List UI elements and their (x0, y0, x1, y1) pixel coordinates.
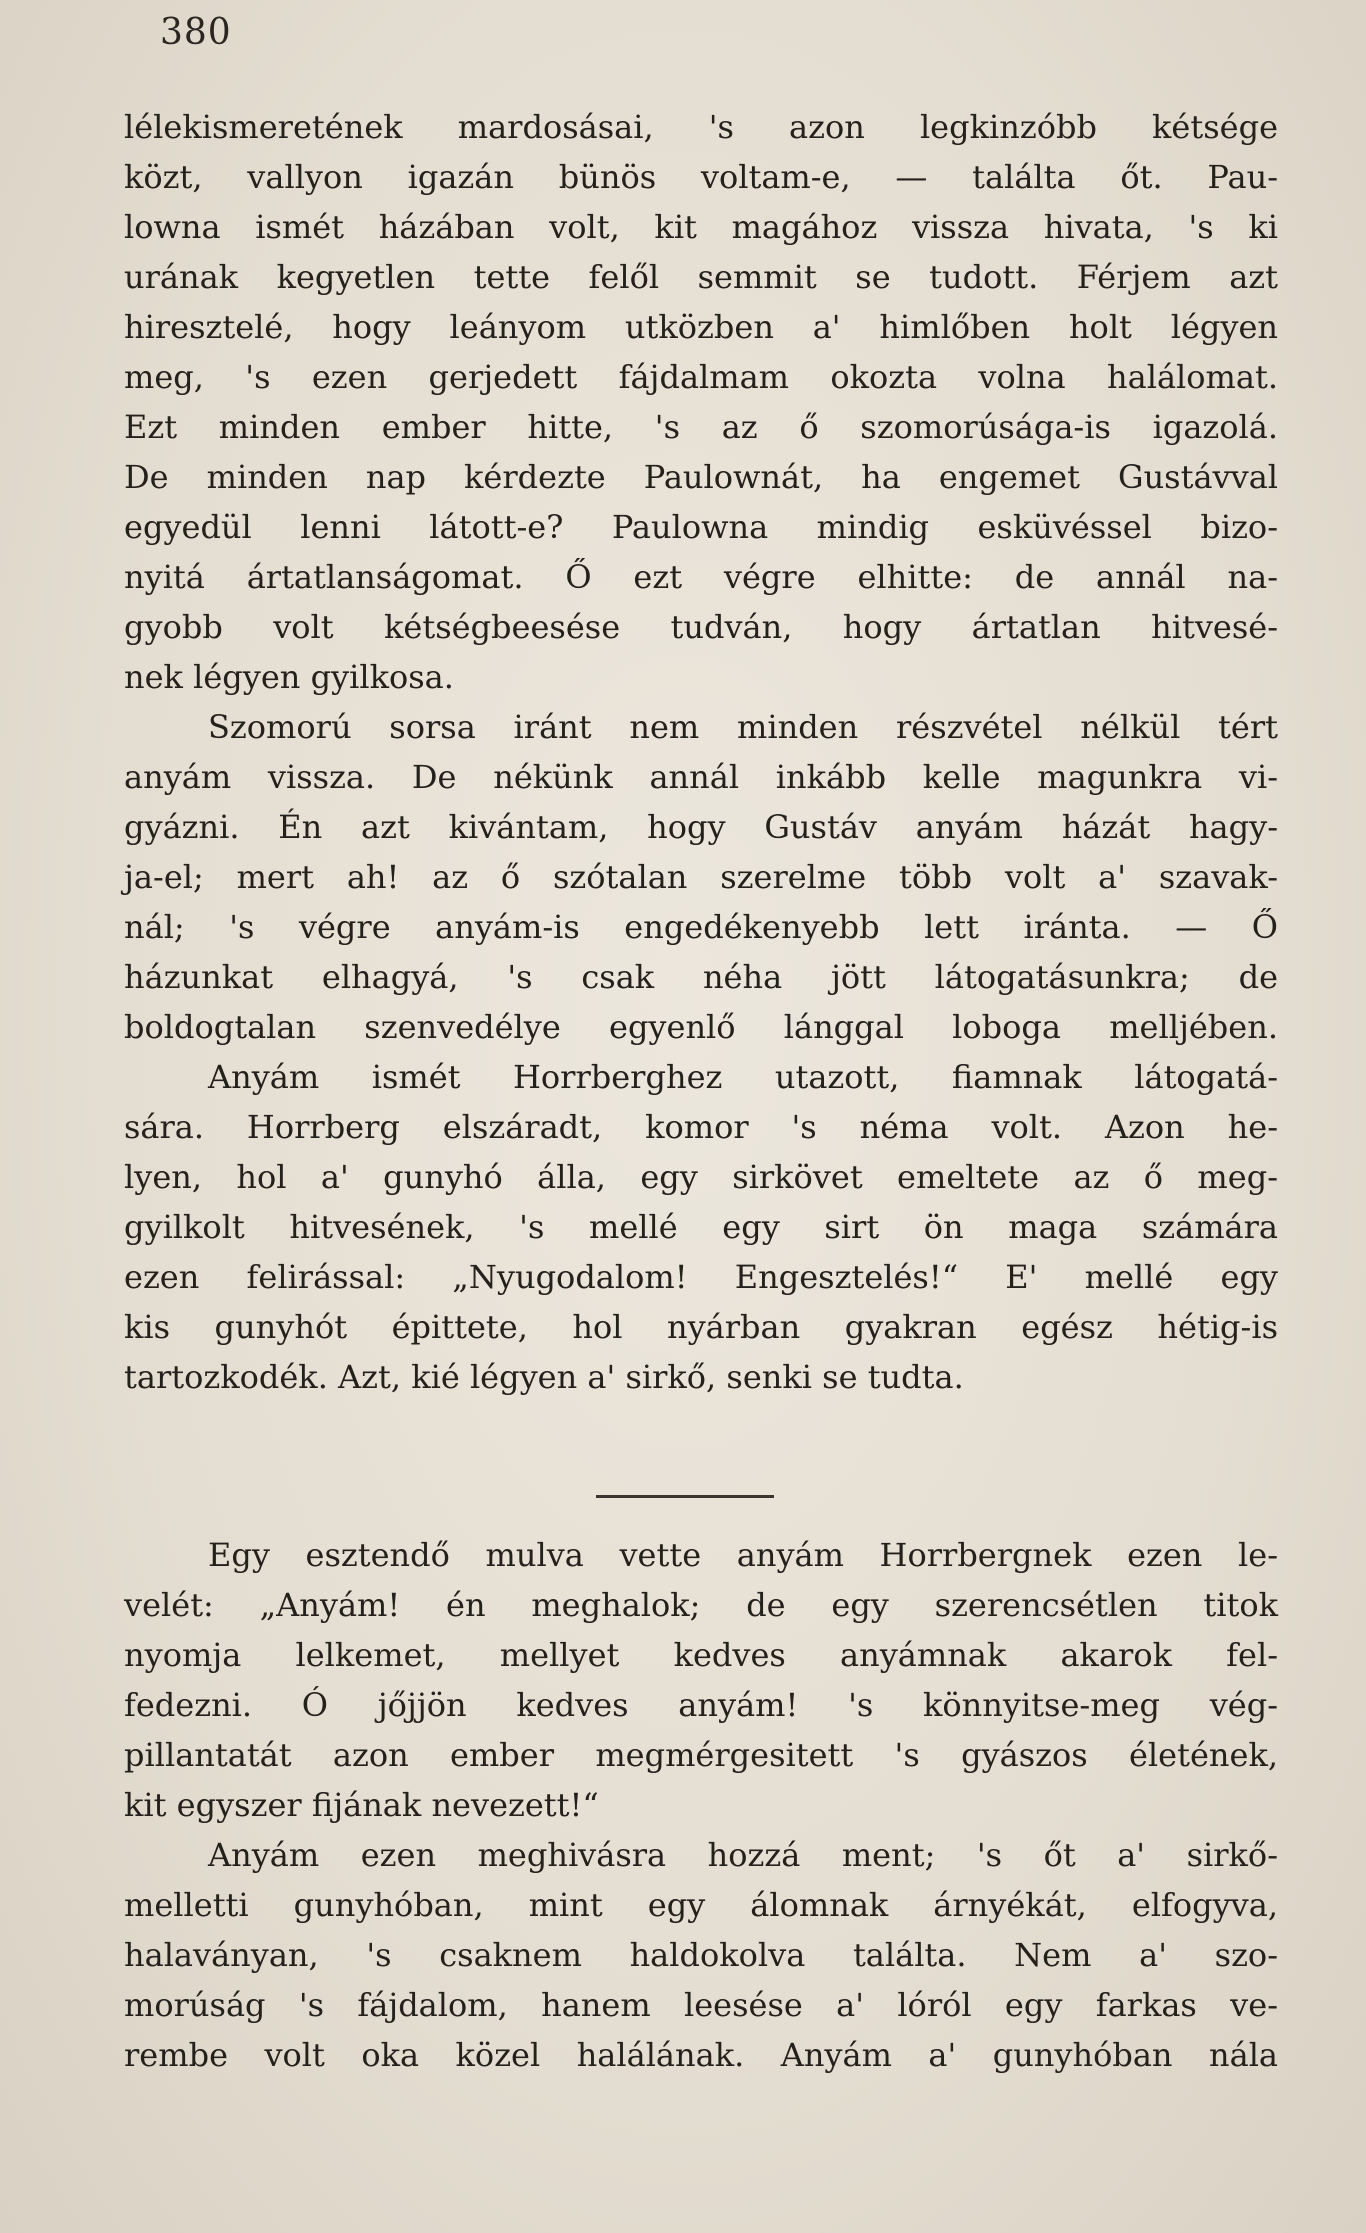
text-line: De minden nap kérdezte Paulownát, ha engemet Gustávval (124, 458, 1278, 496)
text-line: tartozkodék. Azt, kié légyen a' sirkő, senki se tudta. (124, 1358, 964, 1396)
text-line: fedezni. Ó jőjjön kedves anyám! 's könnyitse-meg vég- (124, 1686, 1278, 1724)
text-line: gyilkolt hitvesének, 's mellé egy sirt ön maga számára (124, 1208, 1278, 1246)
section-divider (596, 1495, 774, 1498)
text-line: nál; 's végre anyám-is engedékenyebb lett iránta. — Ő (124, 908, 1278, 946)
page-number: 380 (160, 12, 232, 53)
text-line: lowna ismét házában volt, kit magához vissza hivata, 's ki (124, 208, 1278, 246)
text-line: rembe volt oka közel halálának. Anyám a' gunyhóban nála (124, 2036, 1278, 2074)
text-line: meg, 's ezen gerjedett fájdalmam okozta volna halálomat. (124, 358, 1278, 396)
text-line: boldogtalan szenvedélye egyenlő lánggal loboga melljében. (124, 1008, 1278, 1046)
text-line: gyobb volt kétségbeesése tudván, hogy ártatlan hitvesé- (124, 608, 1278, 646)
text-line: urának kegyetlen tette felől semmit se tudott. Férjem azt (124, 258, 1278, 296)
text-line: Ezt minden ember hitte, 's az ő szomorúsága-is igazolá. (124, 408, 1278, 446)
text-line: halaványan, 's csaknem haldokolva találta. Nem a' szo- (124, 1936, 1278, 1974)
text-line: ja-el; mert ah! az ő szótalan szerelme több volt a' szavak- (124, 858, 1278, 896)
text-line: nyomja lelkemet, mellyet kedves anyámnak akarok fel- (124, 1636, 1278, 1674)
text-line: közt, vallyon igazán bünös voltam-e, — találta őt. Pau- (124, 158, 1278, 196)
text-line: Anyám ezen meghivásra hozzá ment; 's őt a' sirkő- (208, 1836, 1278, 1874)
text-line: házunkat elhagyá, 's csak néha jött látogatásunkra; de (124, 958, 1278, 996)
text-line: egyedül lenni látott-e? Paulowna mindig esküvéssel bizo- (124, 508, 1278, 546)
text-line: nek légyen gyilkosa. (124, 658, 454, 696)
text-line: Szomorú sorsa iránt nem minden részvétel nélkül tért (208, 708, 1278, 746)
text-line: lélekismeretének mardosásai, 's azon legkinzóbb kétsége (124, 108, 1278, 146)
text-line: velét: „Anyám! én meghalok; de egy szerencsétlen titok (124, 1586, 1278, 1624)
text-line: nyitá ártatlanságomat. Ő ezt végre elhitte: de annál na- (124, 558, 1278, 596)
text-line: morúság 's fájdalom, hanem leesése a' lóról egy farkas ve- (124, 1986, 1278, 2024)
text-line: lyen, hol a' gunyhó álla, egy sirkövet emeltete az ő meg- (124, 1158, 1278, 1196)
text-line: sára. Horrberg elszáradt, komor 's néma volt. Azon he- (124, 1108, 1278, 1146)
text-block-upper (124, 102, 1278, 1402)
text-line: Egy esztendő mulva vette anyám Horrbergnek ezen le- (208, 1536, 1278, 1574)
text-line: hiresztelé, hogy leányom utközben a' himlőben holt légyen (124, 308, 1278, 346)
text-line: kis gunyhót épittete, hol nyárban gyakran egész hétig-is (124, 1308, 1278, 1346)
text-line: kit egyszer fijának nevezett!“ (124, 1786, 599, 1824)
text-line: pillantatát azon ember megmérgesitett 's gyászos életének, (124, 1736, 1278, 1774)
text-block-lower (124, 1530, 1278, 2080)
text-line: anyám vissza. De nékünk annál inkább kelle magunkra vi- (124, 758, 1278, 796)
text-line: ezen felirással: „Nyugodalom! Engesztelés!“ E' mellé egy (124, 1258, 1278, 1296)
text-line: gyázni. Én azt kivántam, hogy Gustáv anyám házát hagy- (124, 808, 1278, 846)
text-line: Anyám ismét Horrberghez utazott, fiamnak látogatá- (208, 1058, 1278, 1096)
text-line: melletti gunyhóban, mint egy álomnak árnyékát, elfogyva, (124, 1886, 1278, 1924)
